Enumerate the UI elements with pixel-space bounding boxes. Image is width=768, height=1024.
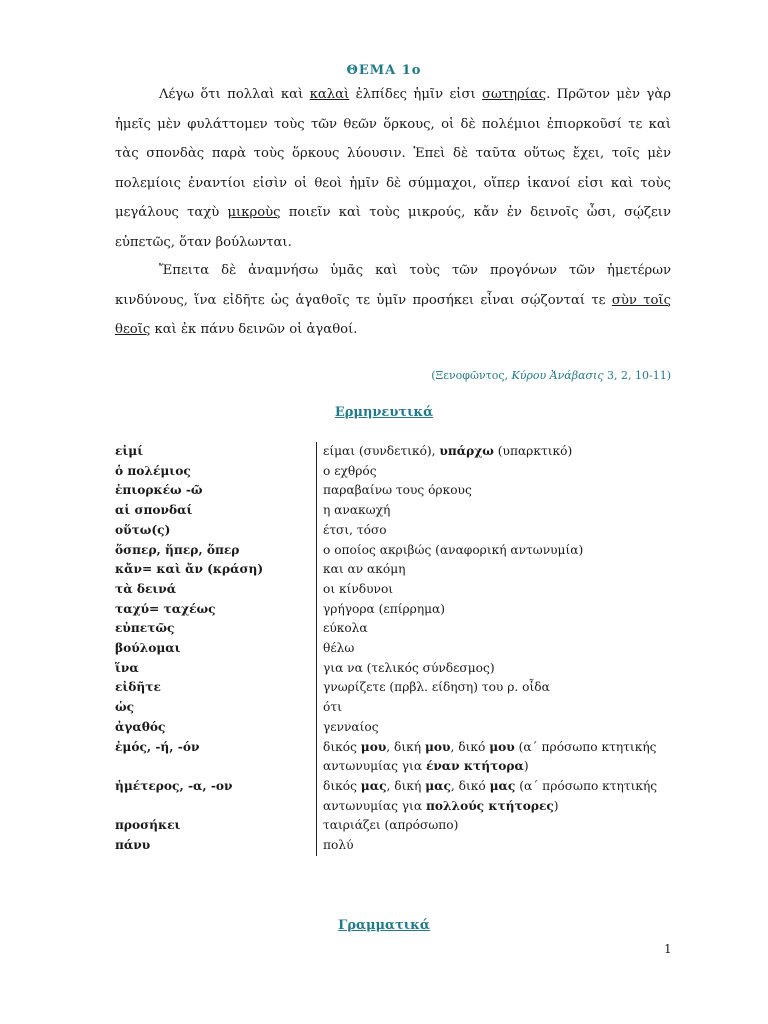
vocab-term: κἄν= καὶ ἄν (κράση) [115, 562, 264, 577]
text-run: Ἔπειτα δὲ ἀναμνήσω ὑμᾶς καὶ τοὺς τῶν προγόνων τῶν ἡμετέρων κινδύνους, ἵνα εἰδῆτε ὡς ἀγαθοῖς τε ὑμῖν προσήκει εἶναι σῴζονταί τε [115, 263, 671, 308]
text-run: . Πρῶτον μὲν γὰρ ἡμεῖς μὲν φυλάττομεν τοὺς τῶν θεῶν ὅρκους, οἱ δὲ πολέμιοι ἐπιορκοῦσί τε καὶ τὰς σπονδὰς παρὰ τοὺς ὅρκους λύουσιν. Ἐπεὶ δὲ ταῦτα οὕτως ἔχει, τοῖς μὲν πολεμίοις ἐναντίοι εἰσὶν οἱ θεοὶ ἡμῖν δὲ σύμμαχοι, οἵπερ ἱκανοί εἰσι καὶ τοὺς μεγάλους ταχὺ [115, 87, 671, 220]
vocab-definition [317, 678, 676, 698]
definition-text: (υπαρκτικό) [493, 444, 573, 458]
definition-text: δικός [323, 739, 361, 754]
vocab-row [115, 442, 675, 462]
vocab-definition [317, 521, 676, 541]
vocab-definition [317, 442, 676, 462]
vocab-definition [317, 462, 676, 482]
vocab-term: ἐμός, -ή, -όν [115, 739, 200, 754]
definition-text: εύκολα [323, 621, 368, 636]
vocab-term: ὁ πολέμιος [115, 463, 191, 478]
vocab-term: ἐπιορκέω -ῶ [115, 483, 203, 498]
ancient-text-paragraph-1 [115, 80, 671, 257]
definition-text: πολύ [323, 838, 354, 853]
definition-text: , δική [386, 739, 425, 754]
definition-emphasis: υπάρχω [439, 444, 494, 458]
definition-text: γνωρίζετε (πρβλ. είδηση) του ρ. οἶδα [323, 680, 550, 695]
vocab-term: ὅσπερ, ἥπερ, ὅπερ [115, 542, 240, 557]
definition-text: (α΄ πρόσωπο κτητικής αντωνυμίας για [323, 778, 658, 813]
definition-text: ) [553, 798, 559, 813]
vocab-term: εἰμί [115, 444, 144, 458]
definition-text: , δικό [450, 778, 490, 793]
definition-text: γενναίος [323, 719, 379, 734]
vocab-row [115, 521, 675, 541]
vocab-term: ἵνα [115, 660, 139, 675]
vocab-row [115, 836, 675, 856]
definition-text: γρήγορα (επίρρημα) [323, 601, 446, 616]
definition-text: ο οποίος ακριβώς (αναφορική αντωνυμία) [323, 542, 584, 557]
definition-emphasis: έναν κτήτορα [425, 759, 524, 774]
text-run: Λέγω ὅτι πολλαὶ καὶ [159, 87, 310, 102]
vocab-row [115, 738, 675, 777]
underlined-word: μικροὺς [227, 205, 281, 220]
definition-text: έτσι, τόσο [323, 522, 387, 537]
section-heading-vocabulary: Ερμηνευτικά [334, 405, 434, 420]
underlined-word: σωτηρίας [482, 87, 547, 102]
vocab-term: εἰδῆτε [115, 680, 161, 695]
vocab-row [115, 718, 675, 738]
definition-text: είμαι (συνδετικό), [323, 444, 440, 458]
vocab-row [115, 462, 675, 482]
page-number: 1 [664, 942, 672, 956]
vocab-definition [317, 659, 676, 679]
vocab-row [115, 560, 675, 580]
definition-emphasis: πολλούς κτήτορες [425, 798, 554, 813]
exercise-title: ΘΕΜΑ 1ο [346, 63, 422, 78]
definition-text: ότι [323, 700, 342, 715]
vocab-definition [317, 816, 676, 836]
vocab-term: ὡς [115, 700, 135, 715]
vocab-term: αἱ σπονδαί [115, 503, 193, 518]
vocab-row [115, 580, 675, 600]
definition-text: δικός [323, 778, 361, 793]
vocab-row [115, 481, 675, 501]
vocab-term: ἀγαθός [115, 719, 166, 734]
vocab-term: ἡμέτερος, -α, -ον [115, 778, 233, 793]
vocab-definition [317, 580, 676, 600]
vocab-row [115, 698, 675, 718]
definition-emphasis: μου [489, 739, 515, 754]
definition-text: ο εχθρός [323, 463, 377, 478]
text-run: ἐλπίδες ἡμῖν εἰσι [349, 87, 483, 102]
vocab-term: εὐπετῶς [115, 621, 175, 636]
vocab-definition [317, 777, 676, 816]
vocab-definition [317, 619, 676, 639]
vocab-row [115, 600, 675, 620]
definition-text: θέλω [323, 641, 355, 656]
vocab-row [115, 639, 675, 659]
vocab-definition [317, 481, 676, 501]
vocab-row [115, 816, 675, 836]
definition-text: παραβαίνω τους όρκους [323, 483, 472, 498]
definition-text: για να (τελικός σύνδεσμος) [323, 660, 495, 675]
definition-emphasis: μου [424, 739, 451, 754]
definition-text: (α΄ πρόσωπο κτητικής αντωνυμίας για [323, 739, 657, 774]
ancient-text-paragraph-2 [115, 256, 671, 345]
vocab-row [115, 659, 675, 679]
vocab-definition [317, 541, 676, 561]
vocab-term: οὕτω(ς) [115, 522, 171, 537]
vocab-term: βούλομαι [115, 641, 181, 656]
definition-emphasis: μας [425, 778, 451, 793]
vocab-definition [317, 501, 676, 521]
source-author: (Ξενοφῶντος, [431, 369, 512, 382]
text-run: ποιεῖν καὶ τοὺς μικρούς, κἄν ἐν δεινοῖς ὦσι, σῴζειν εὐπετῶς, ὅταν βούλωνται. [115, 205, 671, 250]
definition-text: οι κίνδυνοι [323, 581, 394, 596]
vocab-term: ταχύ= ταχέως [115, 601, 216, 616]
vocab-row [115, 619, 675, 639]
definition-emphasis: μου [360, 739, 387, 754]
definition-text: , δικό [450, 739, 490, 754]
underlined-word: καλαὶ [309, 87, 350, 102]
definition-text: και αν ακόμη [323, 562, 406, 577]
definition-text: ) [523, 759, 529, 774]
vocabulary-table [115, 442, 675, 856]
vocab-term: προσήκει [115, 818, 181, 833]
underlined-phrase: σὺν τοῖς θεοῖς [115, 292, 671, 337]
vocab-row [115, 501, 675, 521]
vocab-row [115, 678, 675, 698]
vocab-definition [317, 600, 676, 620]
section-heading-grammar: Γραμματικά [338, 918, 430, 933]
source-citation [115, 369, 671, 382]
vocab-definition [317, 560, 676, 580]
vocab-definition [317, 738, 676, 777]
vocabulary-table-body [115, 442, 675, 856]
source-work: Κύρου Ἀνάβασις [511, 369, 604, 382]
text-run: καὶ ἐκ πάνυ δεινῶν οἱ ἀγαθοί. [150, 322, 358, 337]
vocab-row [115, 777, 675, 816]
definition-text: η ανακωχή [323, 503, 391, 518]
vocab-definition [317, 836, 676, 856]
vocab-term: τὰ δεινά [115, 581, 177, 596]
vocab-definition [317, 718, 676, 738]
definition-text: , δική [386, 778, 426, 793]
vocab-row [115, 541, 675, 561]
definition-text: ταιριάζει (απρόσωπο) [323, 818, 459, 833]
definition-emphasis: μας [489, 778, 516, 793]
source-reference: 3, 2, 10-11) [603, 369, 671, 382]
vocab-definition [317, 698, 676, 718]
definition-emphasis: μας [360, 778, 387, 793]
vocab-term: πάνυ [115, 838, 151, 853]
vocab-definition [317, 639, 676, 659]
